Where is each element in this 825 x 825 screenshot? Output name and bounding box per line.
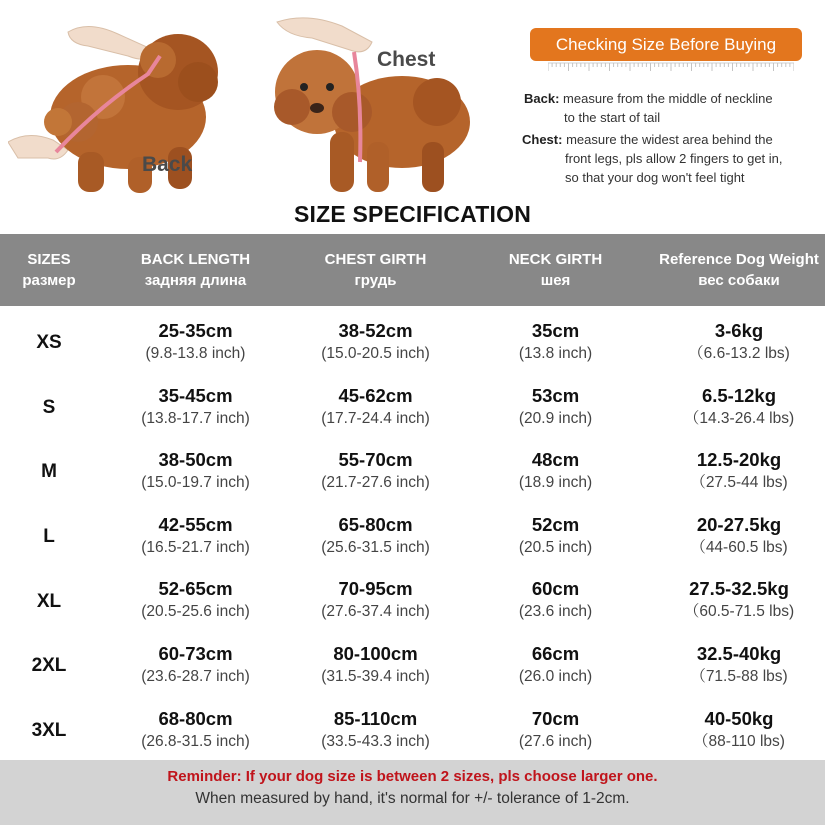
back-cm: 60-73cm — [158, 642, 233, 664]
chest-cm: 65-80cm — [338, 513, 413, 535]
back-text-2: to the start of tail — [564, 110, 661, 125]
weight-kg: 3-6kg — [714, 320, 764, 341]
chest-cm: 55-70cm — [338, 449, 413, 471]
chest-text-2: front legs, pls allow 2 fingers to get in, — [565, 151, 783, 166]
weight-lbs: （6.6-13.2 lbs) — [688, 345, 790, 362]
back-text-1: measure from the middle of neckline — [563, 91, 773, 106]
header-sizes — [0, 234, 98, 306]
chest-cell — [293, 574, 458, 639]
chest-cell — [293, 510, 458, 575]
weight-lbs: （71.5-88 lbs) — [690, 667, 788, 685]
back-cell — [98, 445, 293, 510]
neck-inch: (20.5 inch) — [518, 538, 593, 556]
neck-cm: 60cm — [531, 578, 580, 600]
back-cm: 35-45cm — [158, 384, 233, 406]
weight-kg: 6.5-12kg — [701, 384, 777, 406]
header-dog-weight-ru: вес собаки — [698, 272, 780, 289]
back-cm: 68-80cm — [158, 707, 233, 729]
size-table — [0, 234, 825, 768]
weight-cell — [653, 445, 825, 510]
neck-cm: 52cm — [531, 513, 580, 535]
weight-kg: 20-27.5kg — [696, 513, 782, 535]
footer-note — [0, 760, 825, 825]
header-neck-girth — [458, 234, 653, 306]
table-row — [0, 704, 825, 769]
neck-cell — [458, 639, 653, 704]
back-inch: (15.0-19.7 inch) — [141, 474, 250, 492]
back-inch: (23.6-28.7 inch) — [141, 667, 250, 685]
chest-instruction — [522, 130, 822, 187]
back-cell — [98, 510, 293, 575]
back-cm: 52-65cm — [158, 578, 233, 600]
header-neck-girth-ru: шея — [540, 272, 571, 289]
chest-inch: (27.6-37.4 inch) — [321, 603, 430, 621]
chest-cm: 45-62cm — [338, 384, 413, 406]
back-cell — [98, 316, 293, 381]
weight-cell — [653, 510, 825, 575]
back-cm: 42-55cm — [158, 513, 233, 535]
neck-inch: (20.9 inch) — [518, 409, 593, 427]
table-row — [0, 381, 825, 446]
tolerance-text: When measured by hand, it's normal for +/- tolerance of 1-2cm. — [195, 790, 630, 807]
chest-cell — [293, 381, 458, 446]
dog-chest-measure-illustration — [262, 12, 482, 197]
chest-cm: 85-110cm — [333, 707, 418, 729]
chest-inch: (17.7-24.4 inch) — [321, 409, 430, 427]
weight-lbs: （14.3-26.4 lbs) — [683, 409, 795, 427]
neck-cell — [458, 445, 653, 510]
size-cell: S — [42, 396, 56, 418]
weight-cell — [653, 381, 825, 446]
ruler-icon — [548, 62, 794, 74]
size-cell: XL — [36, 590, 62, 612]
weight-kg: 27.5-32.5kg — [689, 578, 789, 600]
neck-inch: (27.6 inch) — [518, 732, 593, 750]
header-back-length-en: BACK LENGTH — [140, 251, 251, 268]
neck-cm: 53cm — [531, 384, 580, 406]
chest-text-3: so that your dog won't feel tight — [565, 170, 745, 185]
reminder-text: Reminder: If your dog size is between 2 sizes, pls choose larger one. — [167, 768, 658, 785]
back-cell — [98, 574, 293, 639]
neck-inch: (13.8 inch) — [518, 345, 593, 362]
neck-cell — [458, 510, 653, 575]
back-inch: (9.8-13.8 inch) — [145, 345, 246, 362]
header-back-length — [98, 234, 293, 306]
neck-inch: (23.6 inch) — [518, 603, 593, 621]
table-body — [0, 306, 825, 768]
back-inch: (13.8-17.7 inch) — [141, 409, 250, 427]
weight-lbs: （88-110 lbs) — [693, 732, 785, 750]
weight-kg: 12.5-20kg — [696, 449, 782, 471]
neck-cm: 70cm — [531, 707, 580, 729]
back-cell — [98, 704, 293, 769]
size-cell: 2XL — [31, 655, 67, 677]
size-cell: XS — [36, 332, 62, 354]
chest-term: Chest: — [522, 132, 563, 147]
dog-back-measure-illustration — [8, 12, 238, 197]
back-cell — [98, 639, 293, 704]
table-row — [0, 639, 825, 704]
neck-cell — [458, 316, 653, 381]
chest-inch: (21.7-27.6 inch) — [321, 474, 430, 492]
page-title: SIZE SPECIFICATION — [293, 201, 532, 227]
chest-cm: 38-52cm — [338, 320, 413, 341]
chest-cm: 70-95cm — [338, 578, 413, 600]
weight-lbs: （44-60.5 lbs) — [690, 538, 788, 556]
chest-inch: (31.5-39.4 inch) — [321, 667, 430, 685]
chest-cell — [293, 445, 458, 510]
header-chest-girth-ru: грудь — [354, 272, 397, 289]
header-neck-girth-en: NECK GIRTH — [508, 251, 603, 268]
size-cell: L — [43, 526, 55, 548]
neck-cm: 35cm — [531, 320, 580, 341]
chest-inch: (25.6-31.5 inch) — [321, 538, 430, 556]
header-chest-girth-en: CHEST GIRTH — [324, 251, 427, 268]
table-row — [0, 316, 825, 381]
neck-cm: 66cm — [531, 642, 580, 664]
weight-cell — [653, 704, 825, 769]
size-cell: M — [41, 461, 57, 483]
weight-lbs: （27.5-44 lbs) — [690, 474, 788, 492]
table-row — [0, 445, 825, 510]
weight-kg: 32.5-40kg — [696, 642, 782, 664]
neck-cell — [458, 381, 653, 446]
header-dog-weight — [653, 234, 825, 306]
weight-kg: 40-50kg — [704, 707, 774, 729]
dog-back-drawing — [8, 12, 238, 197]
back-instruction — [524, 89, 819, 127]
weight-cell — [653, 574, 825, 639]
back-inch: (16.5-21.7 inch) — [141, 538, 250, 556]
back-inch: (20.5-25.6 inch) — [141, 603, 250, 621]
size-cell: 3XL — [31, 719, 67, 741]
chest-inch: (33.5-43.3 inch) — [321, 732, 430, 750]
back-inch: (26.8-31.5 inch) — [141, 732, 250, 750]
back-cm: 25-35cm — [158, 320, 233, 341]
neck-cm: 48cm — [531, 449, 580, 471]
measurement-guide — [0, 0, 825, 200]
table-row — [0, 510, 825, 575]
label-chest: Chest — [377, 48, 436, 71]
table-header — [0, 234, 825, 306]
header-back-length-ru: задняя длина — [144, 272, 247, 289]
neck-inch: (26.0 inch) — [518, 667, 593, 685]
table-row — [0, 574, 825, 639]
weight-cell — [653, 639, 825, 704]
back-cell — [98, 381, 293, 446]
chest-cell — [293, 316, 458, 381]
weight-cell — [653, 316, 825, 381]
chest-cm: 80-100cm — [333, 642, 418, 664]
chest-cell — [293, 704, 458, 769]
dog-chest-drawing — [262, 12, 482, 197]
checking-size-badge: Checking Size Before Buying — [530, 28, 802, 61]
neck-cell — [458, 574, 653, 639]
neck-inch: (18.9 inch) — [518, 474, 593, 492]
chest-cell — [293, 639, 458, 704]
chest-text-1: measure the widest area behind the — [566, 132, 773, 147]
neck-cell — [458, 704, 653, 769]
header-sizes-ru: размер — [22, 272, 76, 289]
header-dog-weight-en: Reference Dog Weight — [659, 251, 819, 268]
back-cm: 38-50cm — [158, 449, 233, 471]
header-sizes-en: SIZES — [27, 251, 71, 268]
header-chest-girth — [293, 234, 458, 306]
back-term: Back: — [524, 91, 560, 106]
chest-inch: (15.0-20.5 inch) — [321, 345, 430, 362]
label-back: Back — [142, 153, 193, 176]
weight-lbs: （60.5-71.5 lbs) — [683, 603, 795, 621]
